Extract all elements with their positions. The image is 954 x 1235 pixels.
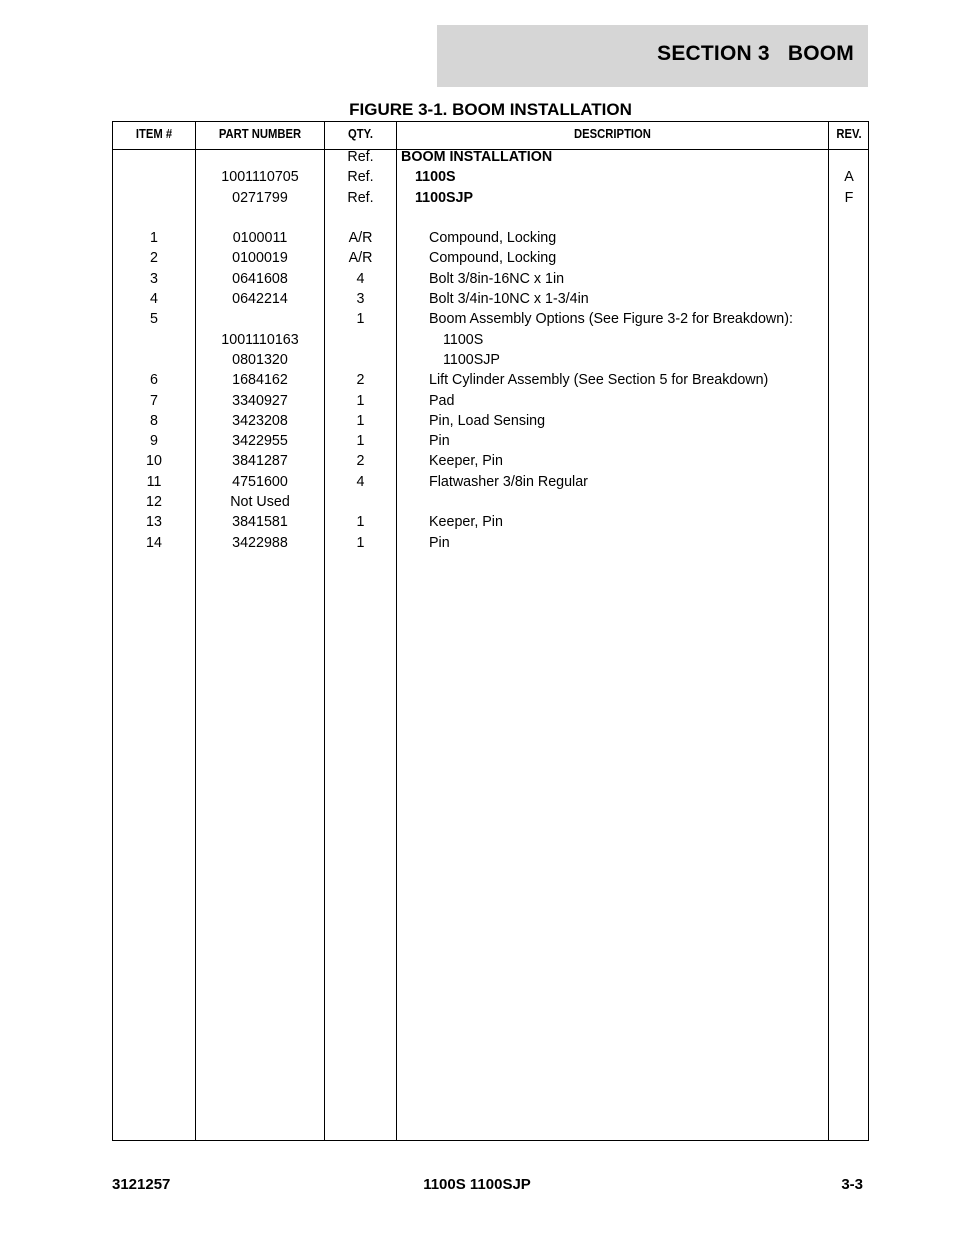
part-number-cell: 1684162	[232, 372, 288, 389]
description-cell: 1100SJP	[415, 189, 474, 206]
footer-document-number: 3121257	[112, 1176, 171, 1193]
item-cell: 2	[150, 250, 158, 267]
section-title: SECTION 3 BOOM	[657, 42, 854, 65]
table-row	[113, 512, 868, 532]
part-number-cell: 3422955	[232, 433, 288, 450]
description-cell: Compound, Locking	[429, 230, 557, 247]
table-row	[113, 228, 868, 248]
qty-cell: 4	[356, 270, 365, 287]
part-number-cell: 0271799	[232, 189, 288, 206]
description-cell: Lift Cylinder Assembly (See Section 5 for Breakdown)	[429, 372, 769, 389]
description-cell: Bolt 3/4in-10NC x 1-3/4in	[429, 291, 589, 308]
table-row	[113, 391, 868, 411]
parts-table	[112, 121, 869, 1141]
qty-cell: A/R	[348, 230, 373, 247]
table-row	[113, 330, 868, 350]
qty-cell: Ref.	[347, 189, 374, 206]
item-cell: 1	[150, 230, 158, 247]
description-cell: 1100S	[415, 169, 456, 186]
qty-cell: Ref.	[347, 149, 374, 165]
item-cell: 4	[150, 291, 158, 308]
item-cell: 11	[146, 473, 162, 490]
part-number-cell: 1001110163	[221, 331, 299, 348]
part-number-cell: 0100011	[232, 230, 288, 247]
figure-title: FIGURE 3-1. BOOM INSTALLATION	[349, 100, 632, 119]
description-cell: Pin	[429, 433, 450, 450]
rev-cell: F	[844, 189, 854, 206]
description-cell: Compound, Locking	[429, 250, 557, 267]
description-cell: 1100S	[443, 331, 484, 348]
table-row	[113, 167, 868, 187]
description-cell: Pin, Load Sensing	[429, 412, 546, 429]
qty-cell: 1	[356, 392, 365, 409]
qty-cell: 3	[356, 291, 365, 308]
qty-cell: 1	[356, 433, 365, 450]
item-cell: 10	[146, 453, 162, 470]
qty-cell: 1	[356, 412, 365, 429]
table-row	[113, 370, 868, 390]
qty-cell: 1	[356, 534, 365, 551]
rev-cell: A	[844, 169, 854, 186]
qty-cell: 1	[356, 514, 365, 531]
table-row	[113, 492, 868, 512]
qty-cell: 2	[356, 453, 365, 470]
column-header-part-number: PART NUMBER	[218, 127, 302, 141]
qty-cell: A/R	[348, 250, 373, 267]
table-row	[113, 147, 868, 167]
footer-model: 1100S 1100SJP	[423, 1176, 531, 1193]
table-row	[113, 472, 868, 492]
table-row	[113, 411, 868, 431]
column-header-item: ITEM #	[135, 127, 173, 141]
table-row	[113, 269, 868, 289]
table-row	[113, 350, 868, 370]
part-number-cell: Not Used	[230, 494, 290, 511]
description-cell: BOOM INSTALLATION	[401, 149, 553, 165]
table-row	[113, 208, 868, 228]
table-row	[113, 248, 868, 268]
item-cell: 5	[150, 311, 158, 328]
table-row	[113, 188, 868, 208]
part-number-cell: 3340927	[232, 392, 288, 409]
table-row	[113, 309, 868, 329]
footer-page-number: 3-3	[841, 1176, 863, 1193]
description-cell: 1100SJP	[443, 351, 500, 368]
description-cell: Flatwasher 3/8in Regular	[429, 473, 588, 490]
table-row	[113, 289, 868, 309]
part-number-cell: 0100019	[232, 250, 288, 267]
description-cell: Bolt 3/8in-16NC x 1in	[429, 270, 565, 287]
column-header-description: DESCRIPTION	[574, 127, 651, 141]
part-number-cell: 0801320	[232, 351, 288, 368]
description-cell: Keeper, Pin	[429, 453, 503, 470]
part-number-cell: 3422988	[232, 534, 288, 551]
part-number-cell: 3841287	[232, 453, 288, 470]
qty-cell: 2	[356, 372, 365, 389]
qty-cell: 1	[356, 311, 365, 328]
qty-cell: Ref.	[347, 169, 374, 186]
description-cell: Pin	[429, 534, 450, 551]
item-cell: 13	[146, 514, 162, 531]
part-number-cell: 0641608	[232, 270, 288, 287]
column-header-rev: REV.	[836, 127, 862, 141]
table-row	[113, 533, 868, 553]
item-cell: 6	[150, 372, 158, 389]
item-cell: 9	[150, 433, 158, 450]
part-number-cell: 4751600	[232, 473, 288, 490]
description-cell: Keeper, Pin	[429, 514, 503, 531]
table-row	[113, 451, 868, 471]
part-number-cell: 3841581	[232, 514, 288, 531]
item-cell: 3	[150, 270, 158, 287]
item-cell: 14	[146, 534, 162, 551]
section-header	[437, 25, 868, 87]
item-cell: 8	[150, 412, 158, 429]
item-cell: 12	[146, 494, 162, 511]
part-number-cell: 3423208	[232, 412, 288, 429]
description-cell: Pad	[429, 392, 455, 409]
qty-cell: 4	[356, 473, 365, 490]
table-body	[113, 147, 868, 553]
part-number-cell: 0642214	[232, 291, 288, 308]
item-cell: 7	[150, 392, 158, 409]
column-header-qty: QTY.	[347, 127, 374, 141]
description-cell: Boom Assembly Options (See Figure 3-2 for Breakdown):	[429, 311, 793, 328]
part-number-cell: 1001110705	[221, 169, 299, 186]
table-row	[113, 431, 868, 451]
